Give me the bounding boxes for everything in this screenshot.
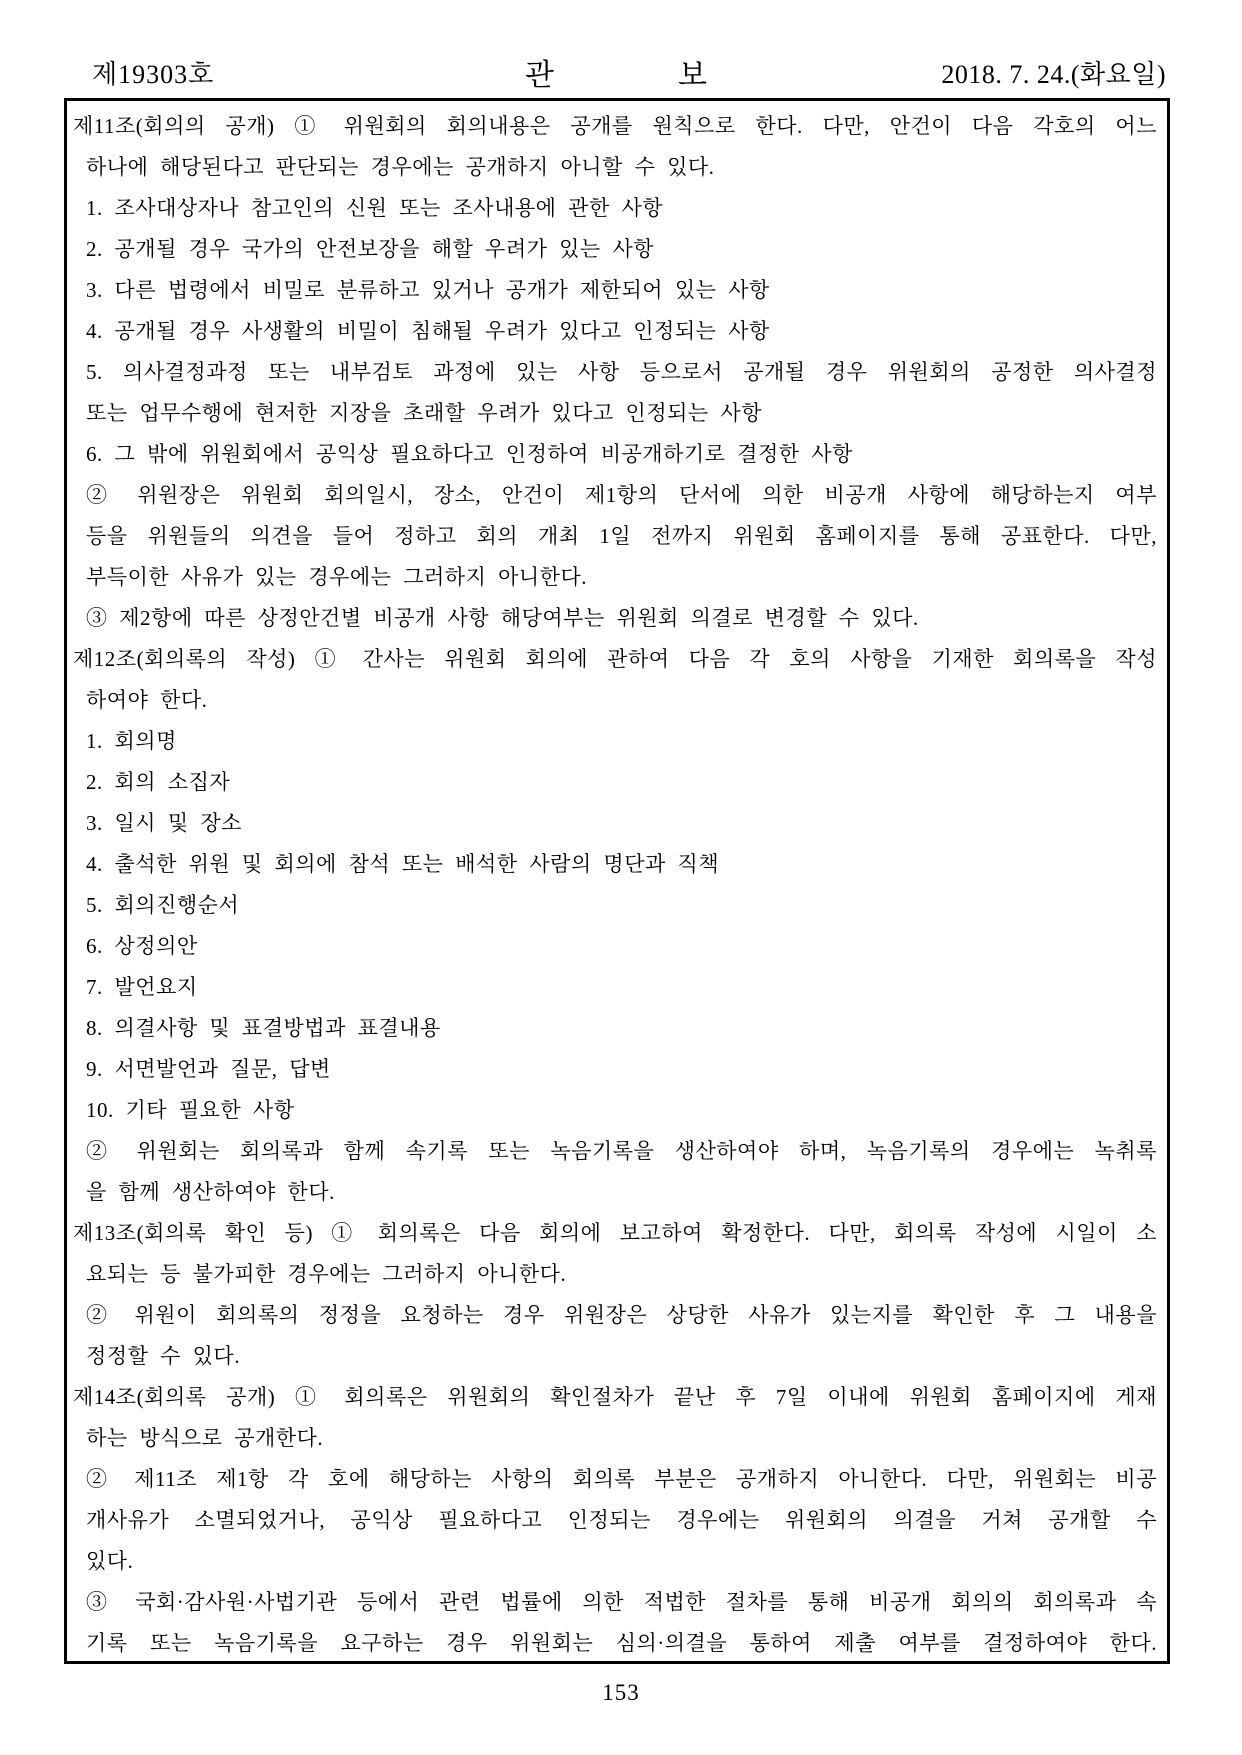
text-line: 하나에 해당된다고 판단되는 경우에는 공개하지 아니할 수 있다. [86, 155, 715, 179]
text-line: 제12조(회의록의 작성) ① 간사는 위원회 회의에 관하여 다음 각 호의 사항을 기재한 회의록을 작성 [73, 647, 1157, 671]
text-line: 3. 일시 및 장소 [86, 811, 242, 835]
masthead [64, 50, 1170, 90]
text-line: 2. 공개될 경우 국가의 안전보장을 해할 우려가 있는 사항 [86, 237, 655, 261]
text-line: 2. 회의 소집자 [86, 770, 231, 794]
text-line: 정정할 수 있다. [86, 1344, 240, 1368]
text-line: 제13조(회의록 확인 등) ① 회의록은 다음 회의에 보고하여 확정한다. 다만, 회의록 작성에 시일이 소 [73, 1221, 1157, 1245]
text-line: 하는 방식으로 공개한다. [86, 1426, 324, 1450]
text-line: 있다. [86, 1549, 134, 1573]
text-line: 8. 의결사항 및 표결방법과 표결내용 [86, 1016, 441, 1040]
gazette-title-char-2: 보 [678, 59, 709, 92]
page-number: 153 [602, 1680, 640, 1705]
text-line: 5. 의사결정과정 또는 내부검토 과정에 있는 사항 등으로서 공개될 경우 위원회의 공정한 의사결정 [86, 360, 1157, 384]
text-line: 개사유가 소멸되었거나, 공익상 필요하다고 인정되는 경우에는 위원회의 의결을 거쳐 공개할 수 [86, 1508, 1157, 1532]
issue-date: 2018. 7. 24.(화요일) [941, 60, 1166, 89]
text-line: 기록 또는 녹음기록을 요구하는 경우 위원회는 심의·의결을 통하여 제출 여부를 결정하여야 한다. [86, 1631, 1157, 1655]
text-line: ② 위원회는 회의록과 함께 속기록 또는 녹음기록을 생산하여야 하며, 녹음기록의 경우에는 녹취록 [86, 1139, 1157, 1163]
text-line: 5. 회의진행순서 [86, 893, 240, 917]
text-line: 1. 회의명 [86, 729, 177, 753]
text-line: ② 위원이 회의록의 정정을 요청하는 경우 위원장은 상당한 사유가 있는지를 확인한 후 그 내용을 [86, 1303, 1157, 1327]
text-line: 10. 기타 필요한 사항 [86, 1098, 295, 1122]
issue-number: 제19303호 [92, 60, 215, 89]
text-line: 6. 그 밖에 위원회에서 공익상 필요하다고 인정하여 비공개하기로 결정한 사항 [86, 442, 853, 466]
text-line: 6. 상정의안 [86, 934, 198, 958]
text-line: 또는 업무수행에 현저한 지장을 초래할 우려가 있다고 인정되는 사항 [86, 401, 763, 425]
text-line: ③ 국회·감사원·사법기관 등에서 관련 법률에 의한 적법한 절차를 통해 비공개 회의의 회의록과 속 [86, 1590, 1157, 1614]
text-line: 7. 발언요지 [86, 975, 198, 999]
text-line: 을 함께 생산하여야 한다. [86, 1180, 335, 1204]
text-line: 4. 출석한 위원 및 회의에 참석 또는 배석한 사람의 명단과 직책 [86, 852, 720, 876]
text-line: ③ 제2항에 따른 상정안건별 비공개 사항 해당여부는 위원회 의결로 변경할 수 있다. [86, 606, 919, 630]
text-line: 등을 위원들의 의견을 들어 정하고 회의 개최 1일 전까지 위원회 홈페이지를 통해 공표한다. 다만, [86, 524, 1157, 548]
gazette-title [525, 50, 709, 94]
text-line: 요되는 등 불가피한 경우에는 그러하지 아니한다. [86, 1262, 567, 1286]
text-line: 부득이한 사유가 있는 경우에는 그러하지 아니한다. [86, 565, 588, 589]
text-line: 4. 공개될 경우 사생활의 비밀이 침해될 우려가 있다고 인정되는 사항 [86, 319, 770, 343]
document-body [64, 98, 1170, 1664]
text-line: 1. 조사대상자나 참고인의 신원 또는 조사내용에 관한 사항 [86, 196, 664, 220]
gazette-title-char-1: 관 [525, 59, 556, 92]
page-footer [0, 1680, 1242, 1706]
text-line: 3. 다른 법령에서 비밀로 분류하고 있거나 공개가 제한되어 있는 사항 [86, 278, 770, 302]
text-line: 제11조(회의의 공개) ① 위원회의 회의내용은 공개를 원칙으로 한다. 다만, 안건이 다음 각호의 어느 [73, 114, 1157, 138]
text-line: 제14조(회의록 공개) ① 회의록은 위원회의 확인절차가 끝난 후 7일 이내에 위원회 홈페이지에 게재 [73, 1385, 1157, 1409]
text-line: 하여야 한다. [86, 688, 208, 712]
text-line: 9. 서면발언과 질문, 답변 [86, 1057, 331, 1081]
text-line: ② 위원장은 위원회 회의일시, 장소, 안건이 제1항의 단서에 의한 비공개 사항에 해당하는지 여부 [86, 483, 1157, 507]
text-line: ② 제11조 제1항 각 호에 해당하는 사항의 회의록 부분은 공개하지 아니한다. 다만, 위원회는 비공 [86, 1467, 1157, 1491]
